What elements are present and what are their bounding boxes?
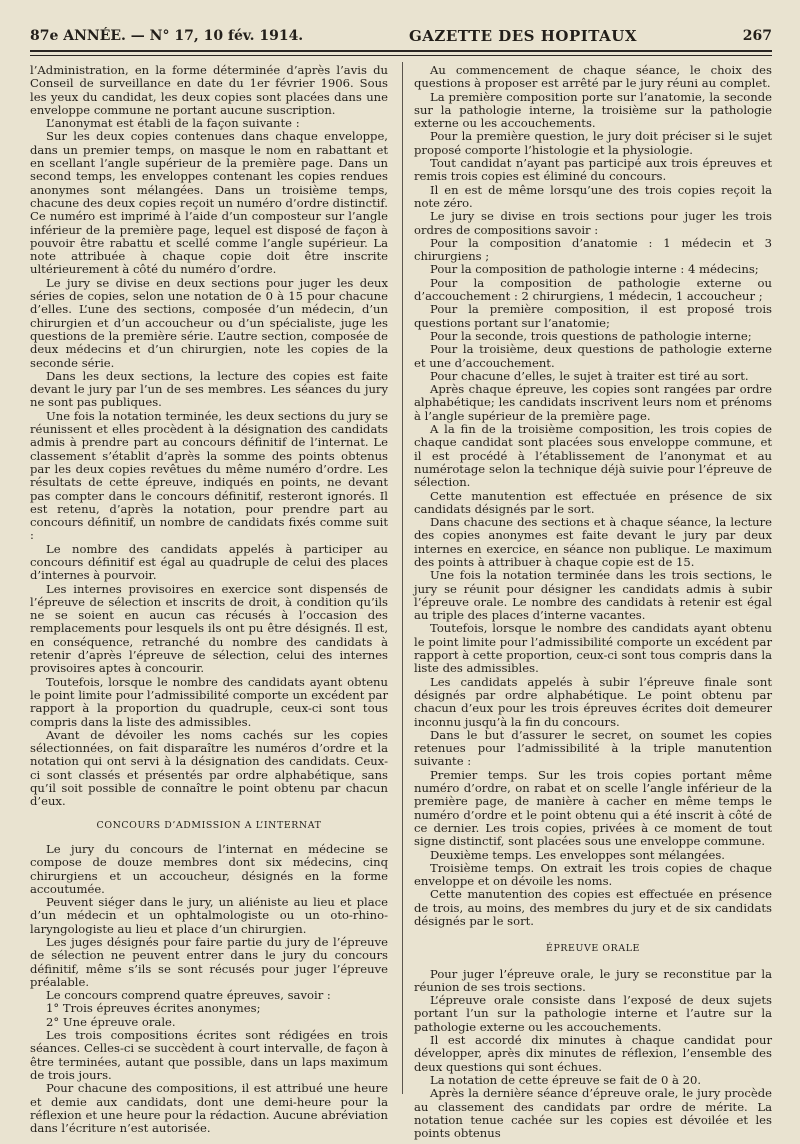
paragraph: Peuvent siéger dans le jury, un aliéniste au lieu et place d’un médecin et un ophtalmologiste ou un oto-rhino-laryngologiste au lieu et place d’un chirurgien. [30, 895, 388, 936]
paragraph: Avant de dévoiler les noms cachés sur les copies sélectionnées, on fait disparaître les numéros d’ordre et la notation qui ont servi à la désignation des candidats. Ceux-ci sont classés et présentés par ordre alphabétique, sans qu’il soit possible de connaître le point obtenu par chacun d’eux. [30, 727, 388, 809]
right-column [414, 64, 772, 1140]
paragraph: La première composition porte sur l’anatomie, la seconde sur la pathologie interne, la troisième sur la pathologie externe ou les accouchements. [414, 89, 772, 131]
paragraph: Pour chacune d’elles, le sujet à traiter est tiré au sort. [430, 368, 749, 383]
paragraph: Tout candidat n’ayant pas participé aux trois épreuves et remis trois copies est éliminé du concours. [414, 156, 772, 184]
paragraph: A la fin de la troisième composition, les trois copies de chaque candidat sont placées sous enveloppe commune, et il est procédé à l’établissement de l’anonymat et au numérotage selon la technique déjà suivie pour l’épreuve de sélection. [414, 422, 772, 490]
page-number: 267 [742, 28, 772, 44]
paragraph: La notation de cette épreuve se fait de 0 à 20. [430, 1072, 702, 1087]
paragraph: Premier temps. Sur les trois copies portant même numéro d’ordre, on rabat et on scelle l’angle inférieur de la première page, de manière à cacher en même temps le numéro d’ordre et le point obtenu qui a été inscrit à côté de ce dernier. Les trois copies, privées à ce moment de tout signe distinctif, sont placées sous une enveloppe commune. [414, 767, 772, 849]
paragraph: Pour juger l’épreuve orale, le jury se reconstitue par la réunion de ses trois sections. [414, 966, 772, 994]
paragraph: Le jury se divise en trois sections pour juger les trois ordres de compositions savoir : [414, 209, 772, 237]
paragraph: Il en est de même lorsqu’une des trois copies reçoit la note zéro. [414, 182, 772, 210]
paragraph: Les candidats appelés à subir l’épreuve finale sont désignés par ordre alphabétique. Le point obtenu par chacun d’eux pour les trois épreuves écrites doit demeurer inconnu jusqu’à la fin du concours. [414, 674, 772, 729]
paragraph: Pour la composition de pathologie externe ou d’accouchement : 2 chirurgiens, 1 médecin, 1 accoucheur ; [414, 275, 772, 304]
paragraph: Pour chacune des compositions, il est attribué une heure et demie aux candidats, dont une demi-heure pour la réflexion et une heure pour la rédaction. Aucune abréviation dans l’écriture n’est autorisée. [30, 1081, 388, 1136]
header-rule-thin [30, 55, 772, 56]
paragraph: Les juges désignés pour faire partie du jury de l’épreuve de sélection ne peuvent entrer dans le jury du concours définitif, même s’ils se sont récusés pour juger l’épreuve préalable. [30, 935, 388, 989]
paragraph: L’anonymat est établi de la façon suivante : [46, 116, 300, 131]
paragraph: Pour la composition de pathologie interne : 4 médecins; [430, 262, 759, 277]
paragraph: Sur les deux copies contenues dans chaque enveloppe, dans un premier temps, on masque le nom en rabattant et en scellant l’angle supérieur de la première page. Dans un second temps, les enveloppes contenant les copies rendues anonymes sont mélangées. Dans un troisième temps, chacune des deux copies reçoit un numéro d’ordre distinctif. Ce numéro est imprimé à l’aide d’un composteur sur l’angle inférieur de la première page, lequel est disposé de façon à pouvoir être rabattu et scellé comme l’angle supérieur. La note attribuée à chaque copie doit être inscrite ultérieurement à côté du numéro d’ordre. [30, 129, 388, 277]
paragraph: Toutefois, lorsque le nombre des candidats ayant obtenu le point limite pour l’admissibilité comporte un excédent par rapport à cette proportion, ceux-ci sont tous compris dans la liste des admissibles. [414, 621, 772, 676]
paragraph: Il est accordé dix minutes à chaque candidat pour développer, après dix minutes de réflexion, l’ensemble des deux questions qui sont échues. [414, 1033, 772, 1074]
list-item: 1° Trois épreuves écrites anonymes; [46, 1001, 261, 1016]
paragraph: Au commencement de chaque séance, le choix des questions à proposer est arrêté par le jury réuni au complet. [414, 63, 772, 91]
page-header [30, 24, 772, 48]
paragraph: Cette manutention est effectuée en présence de six candidats désignés par le sort. [414, 488, 772, 516]
header-rule-thick [30, 50, 772, 52]
paragraph: Pour la première question, le jury doit préciser si le sujet proposé comporte l’histologie et la physiologie. [414, 129, 772, 157]
paragraph: Pour la seconde, trois questions de pathologie interne; [430, 328, 752, 343]
paragraph: Deuxième temps. Les enveloppes sont mélangées. [430, 847, 725, 862]
column-divider [402, 62, 403, 1094]
section-heading: CONCOURS D’ADMISSION A L’INTERNAT [96, 819, 322, 831]
paragraph: Le jury du concours de l’internat en médecine se compose de douze membres dont six médecins, cinq chirurgiens et un accoucheur, désignés en la forme accoutumée. [30, 841, 388, 896]
paragraph: Le jury se divise en deux sections pour juger les deux séries de copies, selon une notation de 0 à 15 pour chacune d’elles. L’une des sections, composée d’un médecin, d’un chirurgien et d’un accoucheur ou d’un spécialiste, juge les questions de la première série. L’autre section, composée de deux médecins et d’un chirurgien, note les copies de la seconde série. [30, 275, 388, 370]
paragraph: Dans les deux sections, la lecture des copies est faite devant le jury par l’un de ses membres. Les séances du jury ne sont pas publiques. [30, 368, 388, 410]
paragraph: Le nombre des candidats appelés à participer au concours définitif est égal au quadruple de celui des places d’internes à pourvoir. [30, 541, 388, 583]
issue-info: 87e ANNÉE. — N° 17, 10 fév. 1914. [30, 28, 304, 44]
paragraph: Après chaque épreuve, les copies sont rangées par ordre alphabétique; les candidats inscrivent leurs nom et prénoms à l’angle supérieur de la première page. [414, 382, 772, 423]
paragraph: Les trois compositions écrites sont rédigées en trois séances. Celles-ci se succèdent à court intervalle, de façon à être terminées, autant que possible, dans un laps maximum de trois jours. [30, 1028, 388, 1082]
paragraph: Les internes provisoires en exercice sont dispensés de l’épreuve de sélection et inscrits de droit, à condition qu’ils ne se soient en aucun cas récusés à l’occasion des remplacements pour lesquels ils ont pu être désignés. Il est, en conséquence, retranché du nombre des candidats à retenir d’après l’épreuve de sélection, celui des internes provisoires aptes à concourir. [30, 581, 388, 676]
paragraph: Toutefois, lorsque le nombre des candidats ayant obtenu le point limite pour l’admissibilité comporte un excédent par rapport à la proportion du quadruple, ceux-ci sont tous compris dans la liste des admissibles. [30, 674, 388, 729]
paragraph: Le concours comprend quatre épreuves, savoir : [46, 988, 331, 1003]
paragraph: l’Administration, en la forme déterminée d’après l’avis du Conseil de surveillance en date du 1er février 1906. Sous les yeux du candidat, les deux copies sont placées dans une enveloppe commune ne portant aucune suscription. [30, 63, 388, 117]
paragraph: Troisième temps. On extrait les trois copies de chaque enveloppe et on dévoile les noms. [414, 860, 772, 889]
left-column [30, 64, 388, 1135]
section-heading: ÉPREUVE ORALE [546, 943, 640, 955]
paragraph: Dans chacune des sections et à chaque séance, la lecture des copies anonymes est faite devant le jury par deux internes en exercice, en séance non publique. Le maximum des points à attribuer à chaque copie est de 15. [414, 515, 772, 569]
paragraph: Cette manutention des copies est effectuée en présence de trois, au moins, des membres du jury et de six candidats désignés par le sort. [414, 887, 772, 928]
paragraph: L’épreuve orale consiste dans l’exposé de deux sujets portant l’un sur la pathologie interne et l’autre sur la pathologie externe ou les accouchements. [414, 993, 772, 1034]
paragraph: Une fois la notation terminée dans les trois sections, le jury se réunit pour désigner les candidats admis à subir l’épreuve orale. Le nombre des candidats à retenir est égal au triple des places d’interne vacantes. [414, 568, 772, 623]
paragraph: Après la dernière séance d’épreuve orale, le jury procède au classement des candidats par ordre de mérite. La notation tenue cachée sur les copies est dévoilée et les points obtenus [414, 1086, 772, 1141]
journal-title: GAZETTE DES HOPITAUX [408, 27, 637, 45]
paragraph: Pour la composition d’anatomie : 1 médecin et 3 chirurgiens ; [414, 235, 772, 264]
paragraph: Une fois la notation terminée, les deux sections du jury se réunissent et elles procèdent à la désignation des candidats admis à prendre part au concours définitif de l’internat. Le classement s’établit d’après la somme des points obtenus par les deux copies revêtues du même numéro d’ordre. Les résultats de cette épreuve, indiqués en points, ne devant pas compter dans le concours définitif, resteront ignorés. Il est retenu, d’après la notation, pour prendre part au concours définitif, un nombre de candidats fixés comme suit : [30, 408, 388, 543]
paragraph: Pour la première composition, il est proposé trois questions portant sur l’anatomie; [414, 302, 772, 330]
paragraph: Dans le but d’assurer le secret, on soumet les copies retenues pour l’admissibilité à la triple manutention suivante : [414, 727, 772, 769]
paragraph: Pour la troisième, deux questions de pathologie externe et une d’accouchement. [414, 342, 772, 370]
list-item: 2° Une épreuve orale. [46, 1014, 176, 1029]
